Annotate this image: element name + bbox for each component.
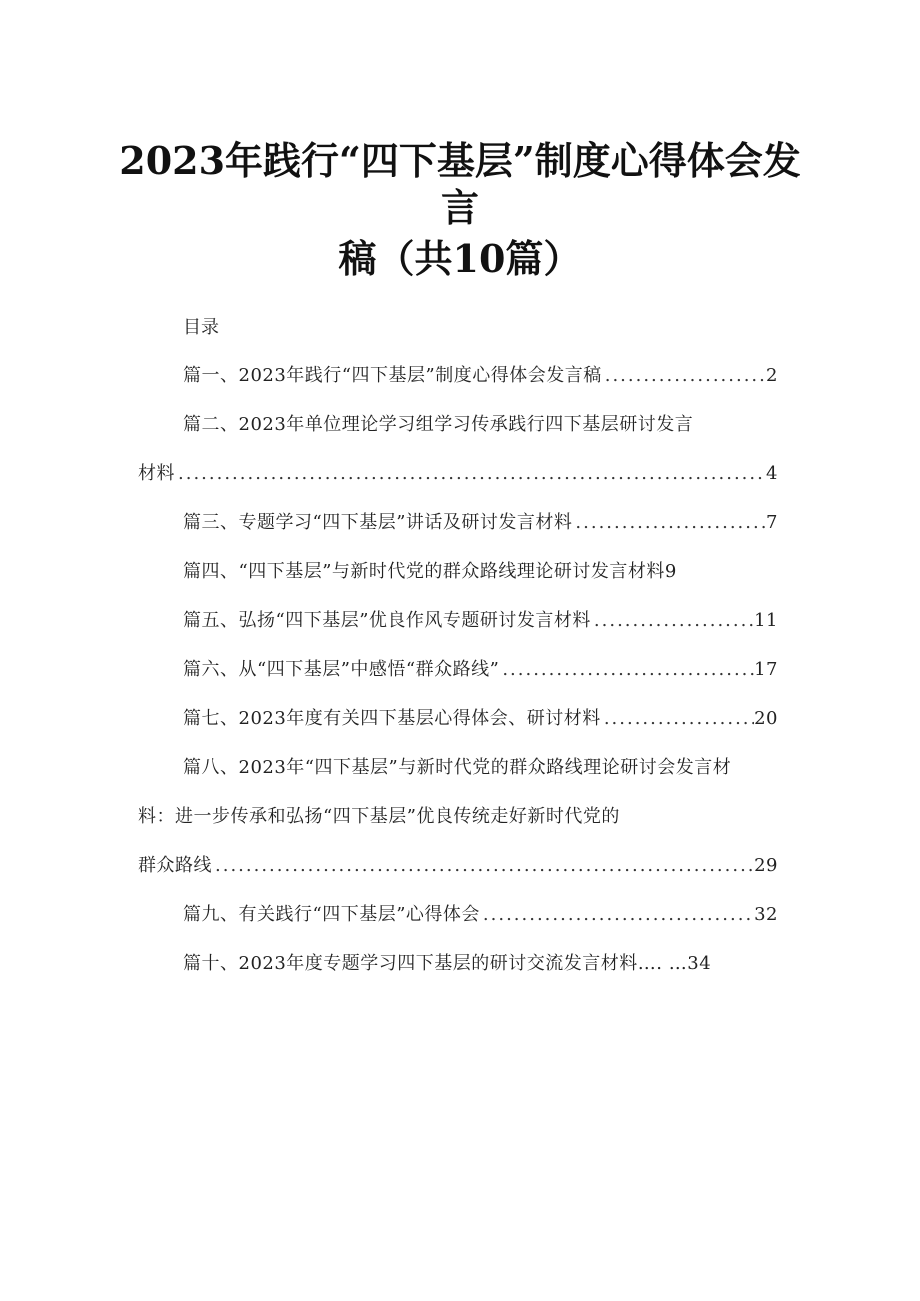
toc-page-number: 4 [766,463,778,484]
toc-entry-8[interactable] [138,854,778,878]
toc-entry-5[interactable] [183,609,778,633]
toc-page-number: 7 [766,512,778,533]
toc-entry-2-line-1[interactable]: 篇二、2023年单位理论学习组学习传承践行四下基层研讨发言 [183,414,694,435]
toc-entry-text: 篇九、有关践行“四下基层”心得体会 [183,904,480,925]
toc-page-number: 17 [754,659,778,680]
document-title-line-3: 稿（共10篇） [338,236,582,281]
toc-entry-text: 篇一、2023年践行“四下基层”制度心得体会发言稿 [183,365,602,386]
toc-page-number: 11 [754,610,778,631]
toc-page-number: 20 [754,708,778,729]
toc-entry-10[interactable]: 篇十、2023年度专题学习四下基层的研讨交流发言材料…. …34 [183,953,712,974]
toc-leader-dots [175,462,766,486]
toc-leader-dots [602,364,766,388]
toc-leader-dots [591,609,754,633]
toc-page-number: 32 [754,904,778,925]
toc-entry-4[interactable]: 篇四、“四下基层”与新时代党的群众路线理论研讨发言材料9 [183,561,677,582]
toc-entry-text: 篇六、从“四下基层”中感悟“群众路线” [183,659,500,680]
toc-entry-6[interactable] [183,658,778,682]
toc-entry-text: 篇五、弘扬“四下基层”优良作风专题研讨发言材料 [183,610,591,631]
toc-entry-text: 篇七、2023年度有关四下基层心得体会、研讨材料 [183,708,601,729]
toc-entry-1[interactable] [183,364,778,388]
toc-page-number: 29 [754,855,778,876]
toc-entry-8-line-1[interactable]: 篇八、2023年“四下基层”与新时代党的群众路线理论研讨会发言材 [183,757,732,778]
toc-leader-dots [499,658,754,682]
toc-entry-8-line-2[interactable]: 料：进一步传承和弘扬“四下基层”优良传统走好新时代党的 [138,806,620,827]
toc-leader-dots [212,854,754,878]
toc-page-number: 2 [766,365,778,386]
toc-entry-3[interactable] [183,511,778,535]
toc-entry-2[interactable] [138,462,778,486]
document-title-line-2: 言 [440,185,479,230]
toc-entry-7[interactable] [183,707,778,731]
toc-entry-text: 篇三、专题学习“四下基层”讲话及研讨发言材料 [183,512,573,533]
toc-leader-dots [572,511,766,535]
toc-leader-dots [601,707,754,731]
toc-entry-text: 群众路线 [138,855,212,876]
toc-entry-9[interactable] [183,903,778,927]
toc-heading: 目录 [183,317,219,338]
document-title-line-1: 2023年践行“四下基层”制度心得体会发 [119,138,801,183]
toc-entry-text: 材料 [138,463,175,484]
toc-leader-dots [480,903,754,927]
